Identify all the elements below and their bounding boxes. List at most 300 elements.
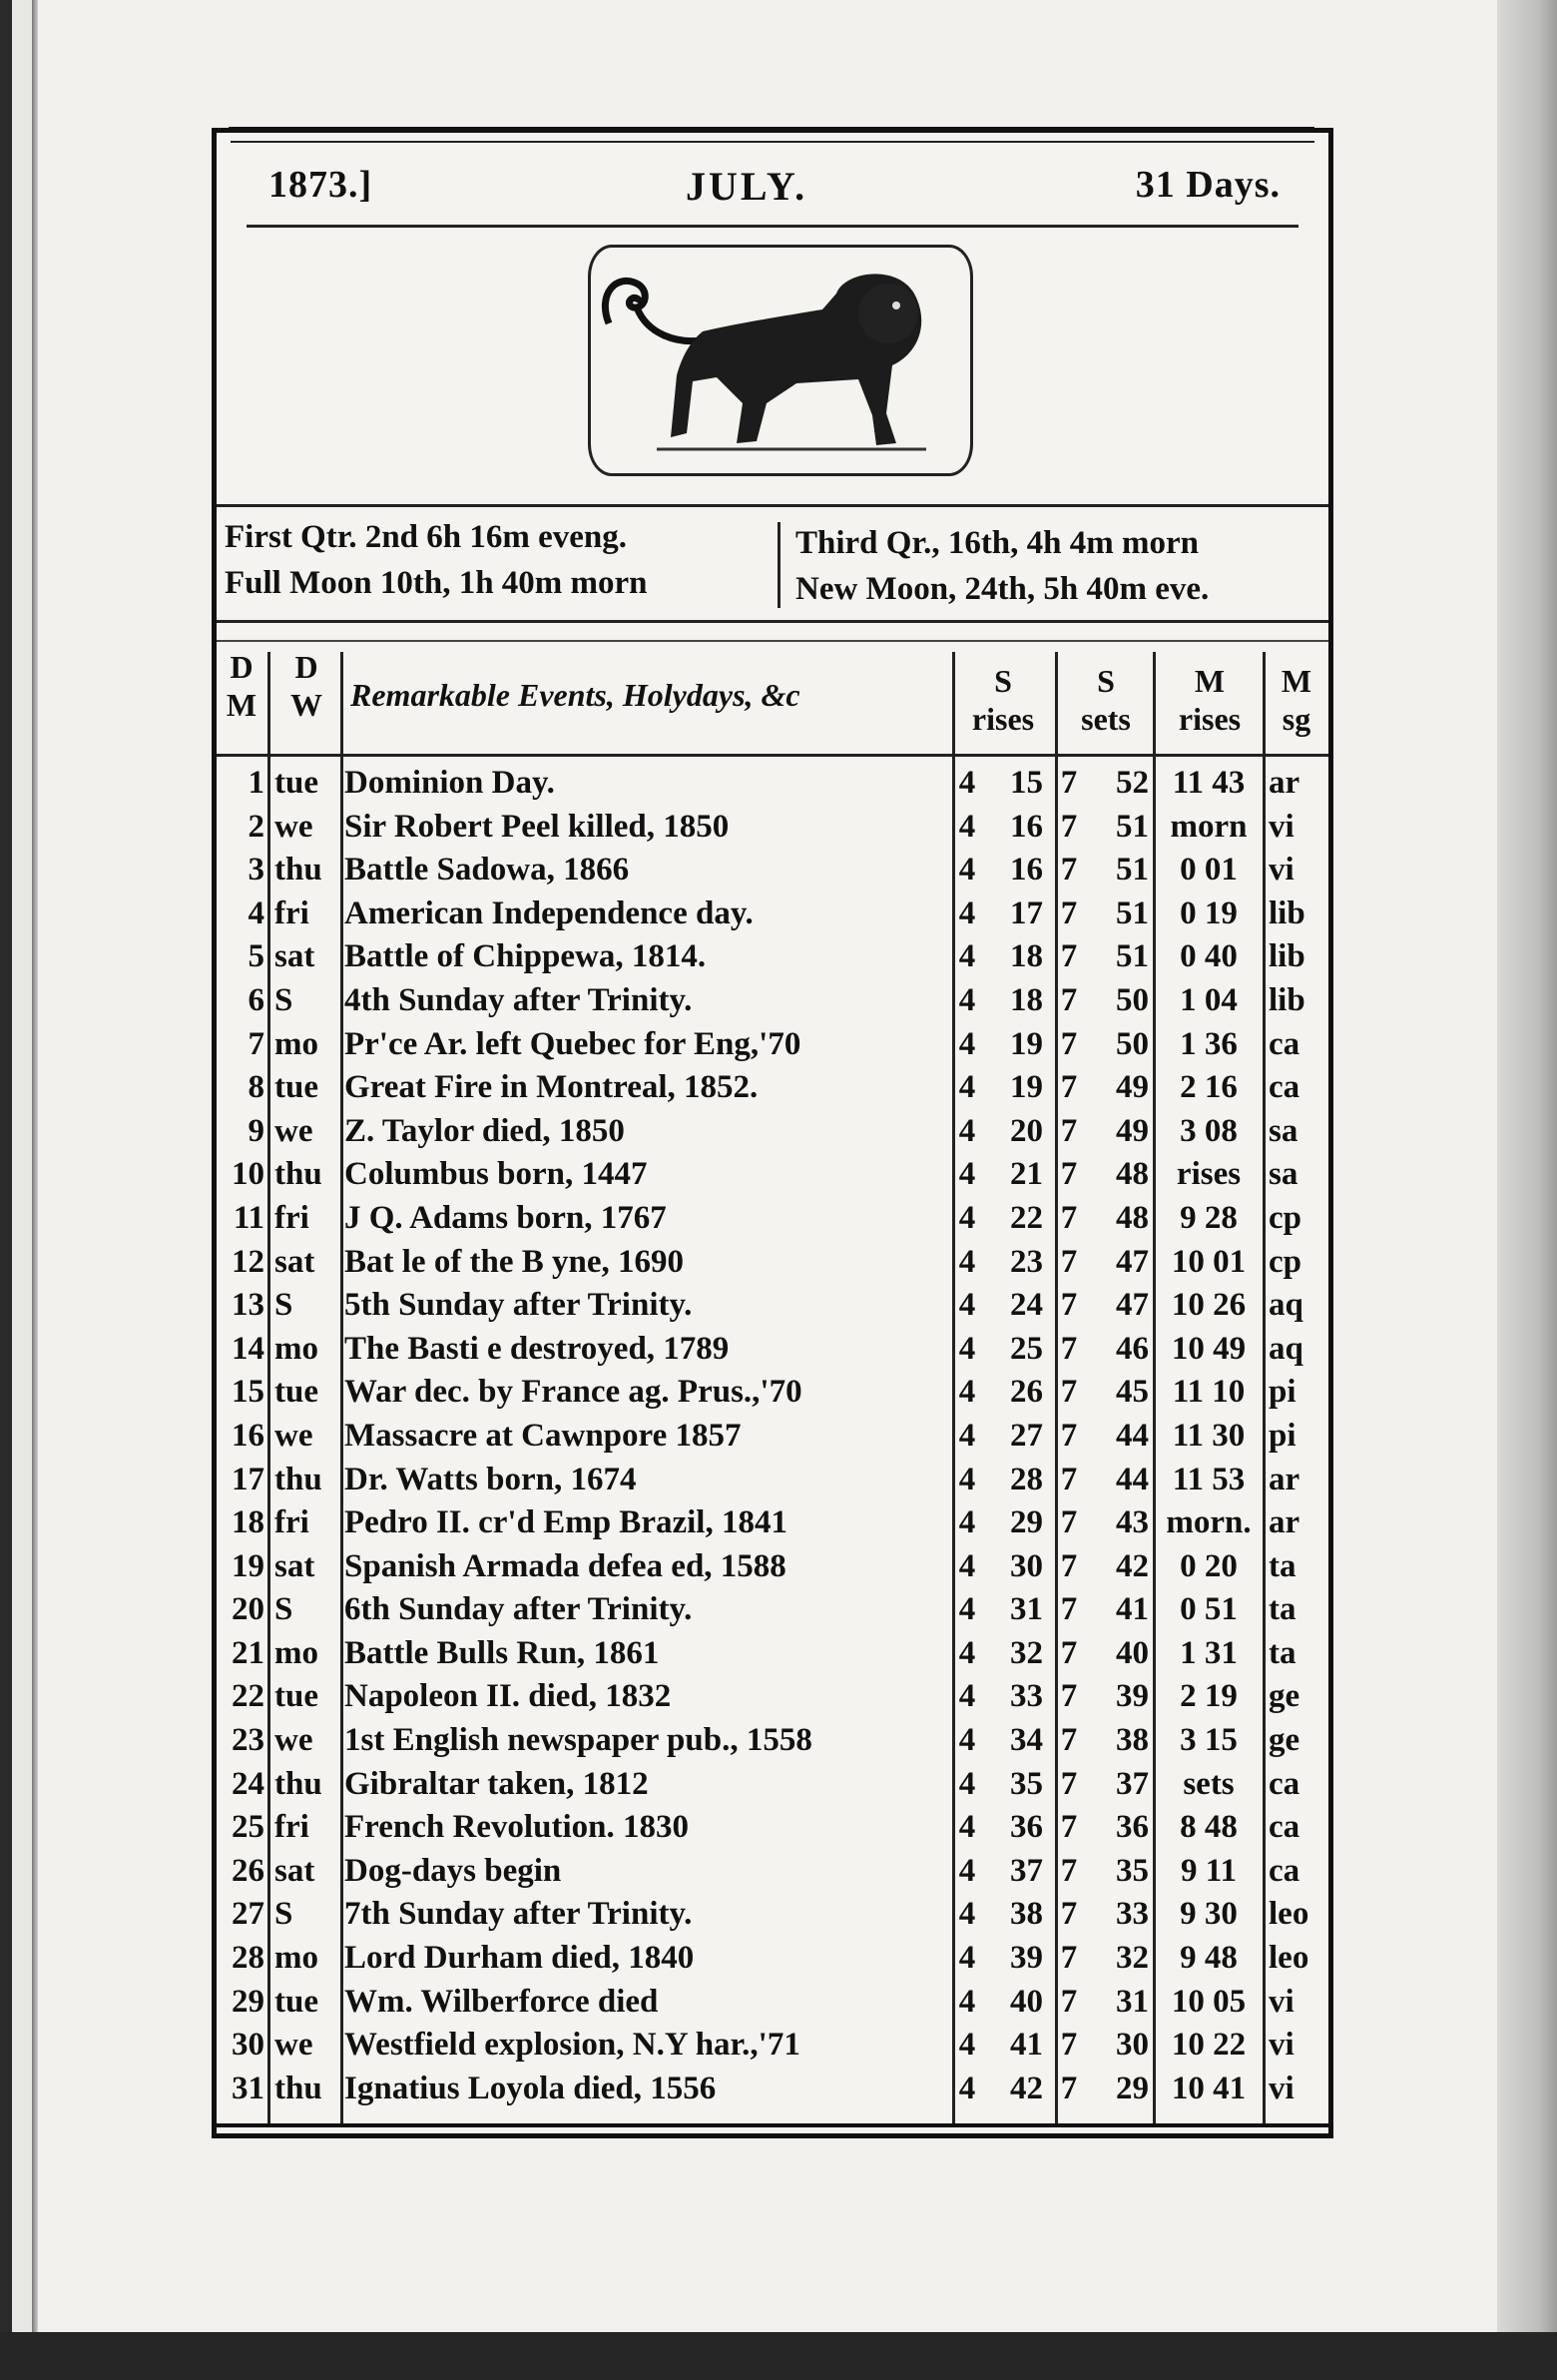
event-cell: Spanish Armada defea ed, 1588 (344, 1547, 786, 1584)
header-rule (247, 225, 1298, 228)
event-cell: Dr. Watts born, 1674 (344, 1461, 637, 1497)
moon-rise-cell: sets (1183, 1765, 1235, 1802)
moon-rise-cell: 11 30 (1172, 1417, 1246, 1454)
sun-set-hour-cell: 7 (1060, 1852, 1078, 1889)
table-row (217, 1893, 1328, 1937)
sun-rise-minute-cell: 26 (1010, 1374, 1043, 1411)
sun-set-hour-cell: 7 (1060, 2070, 1078, 2106)
moon-sign-cell: sa (1269, 1112, 1298, 1149)
event-cell: Sir Robert Peel killed, 1850 (344, 808, 730, 845)
sun-set-hour-cell: 7 (1060, 1896, 1078, 1933)
moon-rise-cell: 2 19 (1180, 1678, 1238, 1715)
event-cell: War dec. by France ag. Prus.,'70 (344, 1374, 802, 1411)
bottom-border-rule (217, 2123, 1328, 2127)
table-row (217, 806, 1328, 850)
event-cell: Gibraltar taken, 1812 (344, 1765, 649, 1802)
day-of-week-cell: thu (274, 1461, 322, 1497)
table-row (217, 762, 1328, 806)
sun-rise-minute-cell: 16 (1010, 852, 1043, 889)
sun-set-hour-cell: 7 (1060, 1722, 1078, 1759)
moon-rise-cell: 10 49 (1171, 1330, 1247, 1367)
sun-rise-minute-cell: 25 (1010, 1330, 1043, 1367)
moon-phase-third-quarter: Third Qr., 16th, 4h 4m morn (795, 525, 1199, 561)
moon-sign-cell: pi (1269, 1417, 1297, 1454)
sun-rise-minute-cell: 37 (1010, 1852, 1043, 1889)
day-of-month-cell: 14 (232, 1330, 264, 1367)
moon-sign-cell: lib (1269, 894, 1305, 931)
day-of-month-cell: 29 (232, 1983, 264, 2020)
sun-set-minute-cell: 41 (1116, 1591, 1149, 1628)
moon-sign-cell: cp (1269, 1243, 1301, 1280)
sun-set-minute-cell: 47 (1116, 1287, 1149, 1324)
sun-rise-minute-cell: 24 (1010, 1287, 1043, 1324)
moon-sign-cell: ge (1269, 1678, 1300, 1715)
day-of-month-cell: 15 (232, 1374, 264, 1411)
sun-set-minute-cell: 45 (1116, 1374, 1149, 1411)
table-row (217, 1459, 1328, 1502)
table-row (217, 1371, 1328, 1415)
moon-sign-cell: ar (1269, 765, 1300, 801)
event-cell: Dog-days begin (344, 1852, 562, 1889)
sun-set-hour-cell: 7 (1060, 765, 1078, 801)
day-of-month-cell: 11 (233, 1199, 264, 1236)
sun-rise-hour-cell: 4 (958, 1634, 976, 1671)
event-cell: Dominion Day. (344, 765, 555, 801)
moon-rise-cell: 1 31 (1180, 1634, 1238, 1671)
event-cell: Napoleon II. died, 1832 (344, 1678, 672, 1715)
moon-rise-cell: morn (1170, 808, 1248, 845)
moon-sign-cell: cp (1269, 1199, 1301, 1236)
event-cell: 5th Sunday after Trinity. (344, 1287, 693, 1324)
day-of-week-cell: tue (274, 1678, 318, 1715)
sun-set-hour-cell: 7 (1060, 808, 1078, 845)
table-row (217, 1545, 1328, 1589)
day-of-week-cell: we (274, 1722, 313, 1759)
day-of-month-cell: 28 (232, 1940, 264, 1977)
sun-set-hour-cell: 7 (1060, 1330, 1078, 1367)
table-row (217, 1284, 1328, 1328)
event-cell: Wm. Wilberforce died (344, 1983, 659, 2020)
moon-rise-cell: 0 20 (1180, 1547, 1238, 1584)
sun-set-minute-cell: 43 (1116, 1504, 1149, 1541)
moon-phase-top-rule (217, 504, 1328, 507)
sun-set-hour-cell: 7 (1060, 1025, 1078, 1062)
day-of-month-cell: 3 (248, 852, 264, 889)
sun-rise-minute-cell: 33 (1010, 1678, 1043, 1715)
sun-set-minute-cell: 47 (1116, 1243, 1149, 1280)
sun-rise-hour-cell: 4 (958, 808, 976, 845)
moon-rise-cell: 2 16 (1180, 1069, 1238, 1106)
table-row (217, 1981, 1328, 2025)
day-of-week-cell: we (274, 2027, 313, 2064)
sun-set-hour-cell: 7 (1060, 938, 1078, 975)
sun-rise-hour-cell: 4 (958, 1156, 976, 1193)
day-of-month-cell: 22 (232, 1678, 264, 1715)
event-cell: 4th Sunday after Trinity. (344, 981, 693, 1018)
moon-rise-cell: 9 30 (1180, 1896, 1238, 1933)
sun-rise-minute-cell: 38 (1010, 1896, 1043, 1933)
moon-rise-cell: 11 53 (1172, 1461, 1246, 1497)
moon-rise-cell: 1 36 (1180, 1025, 1238, 1062)
moon-sign-cell: ca (1269, 1765, 1300, 1802)
day-of-month-cell: 2 (248, 808, 264, 845)
moon-phases-right (795, 520, 1209, 612)
table-row (217, 1241, 1328, 1285)
day-of-week-cell: tue (274, 765, 318, 801)
event-cell: Battle Sadowa, 1866 (344, 852, 630, 889)
moon-sign-cell: lib (1269, 938, 1305, 975)
sun-set-minute-cell: 31 (1116, 1983, 1149, 2020)
sun-rise-minute-cell: 34 (1010, 1722, 1043, 1759)
sun-rise-hour-cell: 4 (958, 765, 976, 801)
table-row (217, 1415, 1328, 1459)
moon-phase-first-quarter: First Qtr. 2nd 6h 16m eveng. (225, 519, 628, 555)
moon-sign-cell: ca (1269, 1069, 1300, 1106)
sun-rise-hour-cell: 4 (958, 1025, 976, 1062)
moon-rise-cell: 3 08 (1180, 1112, 1238, 1149)
table-row (217, 1632, 1328, 1676)
sun-set-minute-cell: 37 (1116, 1765, 1149, 1802)
moon-rise-cell: 9 28 (1180, 1199, 1238, 1236)
sun-set-minute-cell: 52 (1116, 765, 1149, 801)
day-of-week-cell: S (274, 1287, 293, 1324)
sun-rise-minute-cell: 40 (1010, 1983, 1043, 2020)
sun-rise-hour-cell: 4 (958, 1809, 976, 1846)
header-month: JULY. (686, 164, 808, 209)
sun-set-minute-cell: 29 (1116, 2070, 1149, 2106)
moon-rise-cell: 10 05 (1171, 1983, 1247, 2020)
day-of-week-cell: thu (274, 1765, 322, 1802)
moon-rise-cell: 10 41 (1171, 2070, 1247, 2106)
moon-phases-left (225, 514, 648, 606)
day-of-month-cell: 4 (248, 894, 264, 931)
sun-rise-hour-cell: 4 (958, 852, 976, 889)
sun-set-minute-cell: 49 (1116, 1112, 1149, 1149)
day-of-week-cell: sat (274, 938, 315, 975)
sun-rise-minute-cell: 36 (1010, 1809, 1043, 1846)
day-of-month-cell: 7 (248, 1025, 264, 1062)
day-of-week-cell: mo (274, 1634, 318, 1671)
sun-set-minute-cell: 51 (1116, 894, 1149, 931)
sun-rise-minute-cell: 32 (1010, 1634, 1043, 1671)
moon-sign-cell: ge (1269, 1722, 1300, 1759)
moon-rise-cell: 0 40 (1180, 938, 1238, 975)
column-header-day-of-month: D M (226, 649, 258, 723)
sun-set-hour-cell: 7 (1060, 1374, 1078, 1411)
table-row (217, 1066, 1328, 1110)
day-of-month-cell: 27 (232, 1896, 264, 1933)
event-cell: Columbus born, 1447 (344, 1156, 648, 1193)
sun-rise-minute-cell: 16 (1010, 808, 1043, 845)
sun-set-minute-cell: 51 (1116, 808, 1149, 845)
sun-rise-hour-cell: 4 (958, 1852, 976, 1889)
moon-rise-cell: 8 48 (1180, 1809, 1238, 1846)
moon-sign-cell: ar (1269, 1461, 1300, 1497)
day-of-month-cell: 16 (232, 1417, 264, 1454)
table-row (217, 1675, 1328, 1719)
sun-set-hour-cell: 7 (1060, 1156, 1078, 1193)
event-cell: The Basti e destroyed, 1789 (344, 1330, 730, 1367)
table-row (217, 979, 1328, 1023)
day-of-week-cell: S (274, 1896, 293, 1933)
sun-rise-minute-cell: 30 (1010, 1547, 1043, 1584)
day-of-week-cell: sat (274, 1547, 315, 1584)
table-row (217, 2024, 1328, 2068)
table-row (217, 1763, 1328, 1807)
sun-set-hour-cell: 7 (1060, 1287, 1078, 1324)
sun-set-minute-cell: 46 (1116, 1330, 1149, 1367)
event-cell: Battle Bulls Run, 1861 (344, 1634, 660, 1671)
sun-rise-minute-cell: 42 (1010, 2070, 1043, 2106)
sun-set-hour-cell: 7 (1060, 1199, 1078, 1236)
sun-set-minute-cell: 39 (1116, 1678, 1149, 1715)
day-of-week-cell: mo (274, 1940, 318, 1977)
sun-rise-minute-cell: 18 (1010, 981, 1043, 1018)
sun-rise-minute-cell: 29 (1010, 1504, 1043, 1541)
moon-rise-cell: 1 04 (1180, 981, 1238, 1018)
table-row (217, 1806, 1328, 1850)
column-header-moon-sign: M sg (1281, 663, 1312, 737)
day-of-month-cell: 5 (248, 938, 264, 975)
day-of-week-cell: tue (274, 1374, 318, 1411)
moon-rise-cell: morn. (1166, 1504, 1252, 1541)
sun-set-minute-cell: 40 (1116, 1634, 1149, 1671)
sun-rise-minute-cell: 20 (1010, 1112, 1043, 1149)
moon-rise-cell: 9 11 (1181, 1852, 1237, 1889)
moon-sign-cell: vi (1269, 2070, 1295, 2106)
day-of-week-cell: fri (274, 1199, 309, 1236)
moon-rise-cell: 0 01 (1180, 852, 1238, 889)
day-of-month-cell: 8 (248, 1069, 264, 1106)
table-row (217, 892, 1328, 936)
day-of-month-cell: 1 (248, 765, 264, 801)
day-of-week-cell: tue (274, 1069, 318, 1106)
sun-set-hour-cell: 7 (1060, 2027, 1078, 2064)
sun-set-minute-cell: 50 (1116, 1025, 1149, 1062)
sun-rise-hour-cell: 4 (958, 1678, 976, 1715)
day-of-month-cell: 24 (232, 1765, 264, 1802)
sun-set-minute-cell: 44 (1116, 1417, 1149, 1454)
sun-set-hour-cell: 7 (1060, 1243, 1078, 1280)
table-row (217, 1937, 1328, 1981)
day-of-week-cell: thu (274, 852, 322, 889)
sun-set-hour-cell: 7 (1060, 981, 1078, 1018)
sun-set-minute-cell: 35 (1116, 1852, 1149, 1889)
sun-rise-hour-cell: 4 (958, 1461, 976, 1497)
event-cell: Great Fire in Montreal, 1852. (344, 1069, 759, 1106)
day-of-month-cell: 31 (232, 2070, 264, 2106)
sun-rise-minute-cell: 28 (1010, 1461, 1043, 1497)
sun-set-hour-cell: 7 (1060, 1678, 1078, 1715)
sun-rise-hour-cell: 4 (958, 1243, 976, 1280)
day-of-month-cell: 23 (232, 1722, 264, 1759)
day-of-week-cell: mo (274, 1330, 318, 1367)
leo-lion-icon (597, 254, 966, 469)
day-of-week-cell: fri (274, 1809, 309, 1846)
sun-rise-hour-cell: 4 (958, 1199, 976, 1236)
moon-sign-cell: sa (1269, 1156, 1298, 1193)
table-row (217, 1501, 1328, 1545)
sun-rise-hour-cell: 4 (958, 1330, 976, 1367)
sun-rise-hour-cell: 4 (958, 2027, 976, 2064)
event-cell: 6th Sunday after Trinity. (344, 1591, 693, 1628)
moon-sign-cell: ta (1269, 1547, 1297, 1584)
sun-rise-hour-cell: 4 (958, 1983, 976, 2020)
event-cell: Massacre at Cawnpore 1857 (344, 1417, 742, 1454)
day-of-week-cell: mo (274, 1025, 318, 1062)
sun-rise-hour-cell: 4 (958, 1112, 976, 1149)
sun-rise-minute-cell: 19 (1010, 1069, 1043, 1106)
sun-set-hour-cell: 7 (1060, 1940, 1078, 1977)
moon-sign-cell: ar (1269, 1504, 1300, 1541)
sun-rise-minute-cell: 31 (1010, 1591, 1043, 1628)
sun-set-minute-cell: 50 (1116, 981, 1149, 1018)
sun-rise-minute-cell: 22 (1010, 1199, 1043, 1236)
day-of-week-cell: S (274, 981, 293, 1018)
moon-rise-cell: 11 10 (1172, 1374, 1246, 1411)
event-cell: Westfield explosion, N.Y har.,'71 (344, 2027, 800, 2064)
day-of-week-cell: fri (274, 1504, 309, 1541)
header-bottom-rule (217, 754, 1328, 757)
sun-set-minute-cell: 51 (1116, 938, 1149, 975)
sun-rise-minute-cell: 39 (1010, 1940, 1043, 1977)
column-header-moon-rises: M rises (1178, 663, 1242, 737)
table-top-rule (217, 620, 1328, 623)
day-of-week-cell: S (274, 1591, 293, 1628)
event-cell: J Q. Adams born, 1767 (344, 1199, 667, 1236)
sun-set-minute-cell: 32 (1116, 1940, 1149, 1977)
sun-set-hour-cell: 7 (1060, 852, 1078, 889)
sun-set-hour-cell: 7 (1060, 1069, 1078, 1106)
sun-set-hour-cell: 7 (1060, 1461, 1078, 1497)
sun-rise-hour-cell: 4 (958, 1896, 976, 1933)
table-row (217, 2068, 1328, 2111)
sun-rise-minute-cell: 21 (1010, 1156, 1043, 1193)
day-of-month-cell: 20 (232, 1591, 264, 1628)
moon-sign-cell: ca (1269, 1809, 1300, 1846)
sun-rise-hour-cell: 4 (958, 938, 976, 975)
sun-set-minute-cell: 42 (1116, 1547, 1149, 1584)
sun-rise-hour-cell: 4 (958, 1722, 976, 1759)
scan-bottom-edge (0, 2332, 1557, 2380)
moon-rise-cell: 9 48 (1180, 1940, 1238, 1977)
event-cell: Battle of Chippewa, 1814. (344, 938, 707, 975)
sun-set-minute-cell: 44 (1116, 1461, 1149, 1497)
moon-sign-cell: leo (1269, 1896, 1309, 1933)
table-row (217, 1110, 1328, 1154)
day-of-week-cell: tue (274, 1983, 318, 2020)
moon-sign-cell: leo (1269, 1940, 1309, 1977)
event-cell: French Revolution. 1830 (344, 1809, 689, 1846)
table-row (217, 935, 1328, 979)
header-days-count: 31 Days. (1135, 164, 1281, 206)
day-of-month-cell: 10 (232, 1156, 264, 1193)
moon-rise-cell: 0 51 (1180, 1591, 1238, 1628)
event-cell: Pedro II. cr'd Emp Brazil, 1841 (344, 1504, 787, 1541)
almanac-page (212, 128, 1333, 2138)
moon-sign-cell: ca (1269, 1852, 1300, 1889)
sun-rise-hour-cell: 4 (958, 1287, 976, 1324)
sun-rise-minute-cell: 17 (1010, 894, 1043, 931)
day-of-month-cell: 9 (248, 1112, 264, 1149)
event-cell: 1st English newspaper pub., 1558 (344, 1722, 812, 1759)
sun-rise-hour-cell: 4 (958, 1765, 976, 1802)
moon-sign-cell: aq (1269, 1287, 1303, 1324)
moon-sign-cell: ta (1269, 1634, 1297, 1671)
moon-rise-cell: 3 15 (1180, 1722, 1238, 1759)
day-of-month-cell: 17 (232, 1461, 264, 1497)
column-header-day-of-week: D W (290, 649, 322, 723)
table-row (217, 1197, 1328, 1241)
sun-set-hour-cell: 7 (1060, 1591, 1078, 1628)
zodiac-vignette (588, 245, 973, 476)
sun-rise-hour-cell: 4 (958, 1374, 976, 1411)
event-cell: Ignatius Loyola died, 1556 (344, 2070, 717, 2106)
sun-rise-minute-cell: 41 (1010, 2027, 1043, 2064)
sun-set-minute-cell: 36 (1116, 1809, 1149, 1846)
sun-rise-hour-cell: 4 (958, 981, 976, 1018)
sun-set-minute-cell: 38 (1116, 1722, 1149, 1759)
sun-rise-minute-cell: 18 (1010, 938, 1043, 975)
sun-set-hour-cell: 7 (1060, 1809, 1078, 1846)
event-cell: American Independence day. (344, 894, 754, 931)
moon-rise-cell: 10 01 (1171, 1243, 1247, 1280)
sun-set-hour-cell: 7 (1060, 1634, 1078, 1671)
day-of-month-cell: 6 (248, 981, 264, 1018)
moon-sign-cell: lib (1269, 981, 1305, 1018)
event-cell: Pr'ce Ar. left Quebec for Eng,'70 (344, 1025, 801, 1062)
table-row (217, 1588, 1328, 1632)
event-cell: Bat le of the B yne, 1690 (344, 1243, 685, 1280)
day-of-week-cell: we (274, 1417, 313, 1454)
scan-frame-edge (12, 0, 32, 2380)
sun-set-minute-cell: 51 (1116, 852, 1149, 889)
moon-phase-divider (778, 522, 780, 608)
page-right-edge (1497, 0, 1557, 2380)
table-top-thin-rule (217, 640, 1328, 642)
moon-rise-cell: 0 19 (1180, 894, 1238, 931)
sun-set-minute-cell: 48 (1116, 1199, 1149, 1236)
day-of-month-cell: 18 (232, 1504, 264, 1541)
table-row (217, 1153, 1328, 1197)
moon-sign-cell: vi (1269, 1983, 1295, 2020)
sun-rise-minute-cell: 35 (1010, 1765, 1043, 1802)
moon-sign-cell: aq (1269, 1330, 1303, 1367)
sun-rise-hour-cell: 4 (958, 1417, 976, 1454)
header-year: 1873.] (268, 164, 373, 206)
sun-rise-hour-cell: 4 (958, 1591, 976, 1628)
sun-rise-hour-cell: 4 (958, 1940, 976, 1977)
column-header-sun-sets: S sets (1081, 663, 1131, 737)
moon-sign-cell: vi (1269, 808, 1295, 845)
day-of-month-cell: 12 (232, 1243, 264, 1280)
table-row (217, 1023, 1328, 1067)
moon-phase-full-moon: Full Moon 10th, 1h 40m morn (225, 565, 648, 601)
top-border-rule (229, 127, 1314, 132)
moon-sign-cell: vi (1269, 2027, 1295, 2064)
day-of-month-cell: 13 (232, 1287, 264, 1324)
moon-sign-cell: vi (1269, 852, 1295, 889)
sun-rise-minute-cell: 15 (1010, 765, 1043, 801)
event-cell: 7th Sunday after Trinity. (344, 1896, 693, 1933)
table-row (217, 849, 1328, 892)
moon-rise-cell: 10 26 (1171, 1287, 1247, 1324)
sun-rise-hour-cell: 4 (958, 894, 976, 931)
day-of-week-cell: sat (274, 1852, 315, 1889)
event-cell: Z. Taylor died, 1850 (344, 1112, 625, 1149)
sun-set-minute-cell: 49 (1116, 1069, 1149, 1106)
moon-rise-cell: 10 22 (1171, 2027, 1247, 2064)
